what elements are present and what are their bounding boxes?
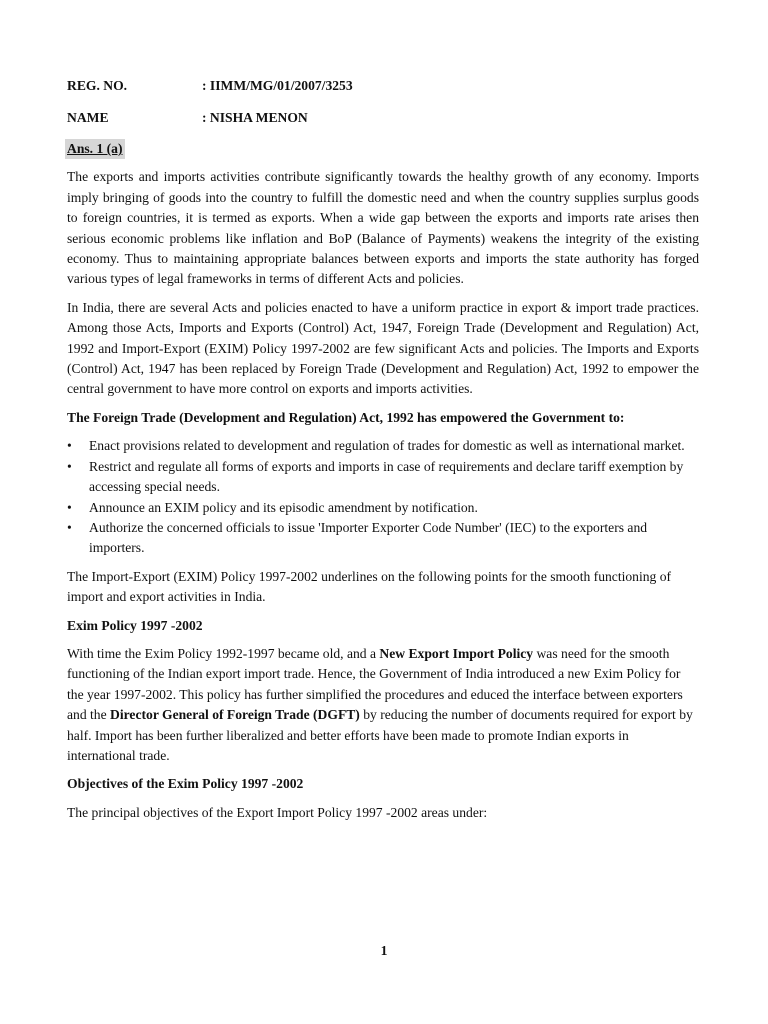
- list-item: • Enact provisions related to development and regulation of trades for domestic as well as international market.: [67, 436, 699, 456]
- ftdr-powers-list: [67, 436, 699, 558]
- exim-policy-heading: Exim Policy 1997 -2002: [67, 617, 203, 633]
- name-row: [67, 108, 699, 128]
- answer-heading: Ans. 1 (a): [65, 139, 125, 159]
- name-label: NAME: [67, 110, 109, 125]
- paragraph-acts: In India, there are several Acts and policies enacted to have a uniform practice in export & import trade practices. Among those Acts, Imports and Exports (Control) Act, 1947, Foreign Trade (Development and Regulation) Act, 1992 and Import-Export (EXIM) Policy 1997-2002 are few significant Acts and policies. The Imports and Exports (Control) Act, 1947 has been replaced by Foreign Trade (Development and Regulation) Act, 1992 to empower the central government to have more control on exports and imports activities.: [67, 299, 699, 397]
- exim-bold-new-policy: New Export Import Policy: [379, 645, 534, 661]
- exim-text-2: was need for the smooth functioning of the Indian export import trade. Hence, the Government of India introduced a new Exim Policy for the year 1997-2002. This policy has further simplified the procedures and educed the interface between exporters and the: [67, 645, 683, 723]
- name-value: : NISHA MENON: [202, 110, 308, 125]
- reg-no-value: : IIMM/MG/01/2007/3253: [202, 78, 353, 93]
- list-item: • Announce an EXIM policy and its episodic amendment by notification.: [67, 498, 699, 518]
- list-item: • Authorize the concerned officials to issue 'Importer Exporter Code Number' (IEC) to the exporters and importers.: [67, 518, 699, 559]
- paragraph-objectives: The principal objectives of the Export Import Policy 1997 -2002 areas under:: [67, 804, 488, 820]
- paragraph-exim-points: The Import-Export (EXIM) Policy 1997-2002 underlines on the following points for the smooth functioning of import and export activities in India.: [67, 568, 672, 605]
- objectives-heading: Objectives of the Exim Policy 1997 -2002: [67, 776, 304, 792]
- paragraph-exim-policy: [67, 644, 699, 766]
- reg-no-row: [67, 76, 699, 96]
- ftdr-act-heading: The Foreign Trade (Development and Regulation) Act, 1992 has empowered the Government to:: [67, 409, 625, 425]
- exim-bold-dgft: Director General of Foreign Trade (DGFT): [110, 707, 360, 723]
- paragraph-intro: The exports and imports activities contribute significantly towards the healthy growth of any economy. Imports imply bringing of goods into the country to fulfill the domestic need and when the country supplies surplus goods to foreign countries, it is termed as exports. When a wide gap between the exports and imports rate arises then serious economic problems like inflation and BoP (Balance of Payments) weakens the integrity of the existing economy. Thus to maintaining appropriate balances between exports and imports the state authority has forged various types of legal frameworks in terms of different Acts and policies.: [67, 169, 699, 287]
- exim-text-1: With time the Exim Policy 1992-1997 became old, and a: [67, 645, 380, 661]
- document-body: [67, 76, 699, 823]
- reg-no-label: REG. NO.: [67, 78, 128, 93]
- page-number: 1: [380, 943, 388, 958]
- list-item: • Restrict and regulate all forms of exports and imports in case of requirements and declare tariff exemption by accessing special needs.: [67, 457, 699, 498]
- exim-text-3: by reducing the number of documents required for export by half. Import has been further liberalized and better efforts have been made to promote Indian exports in international trade.: [67, 707, 693, 763]
